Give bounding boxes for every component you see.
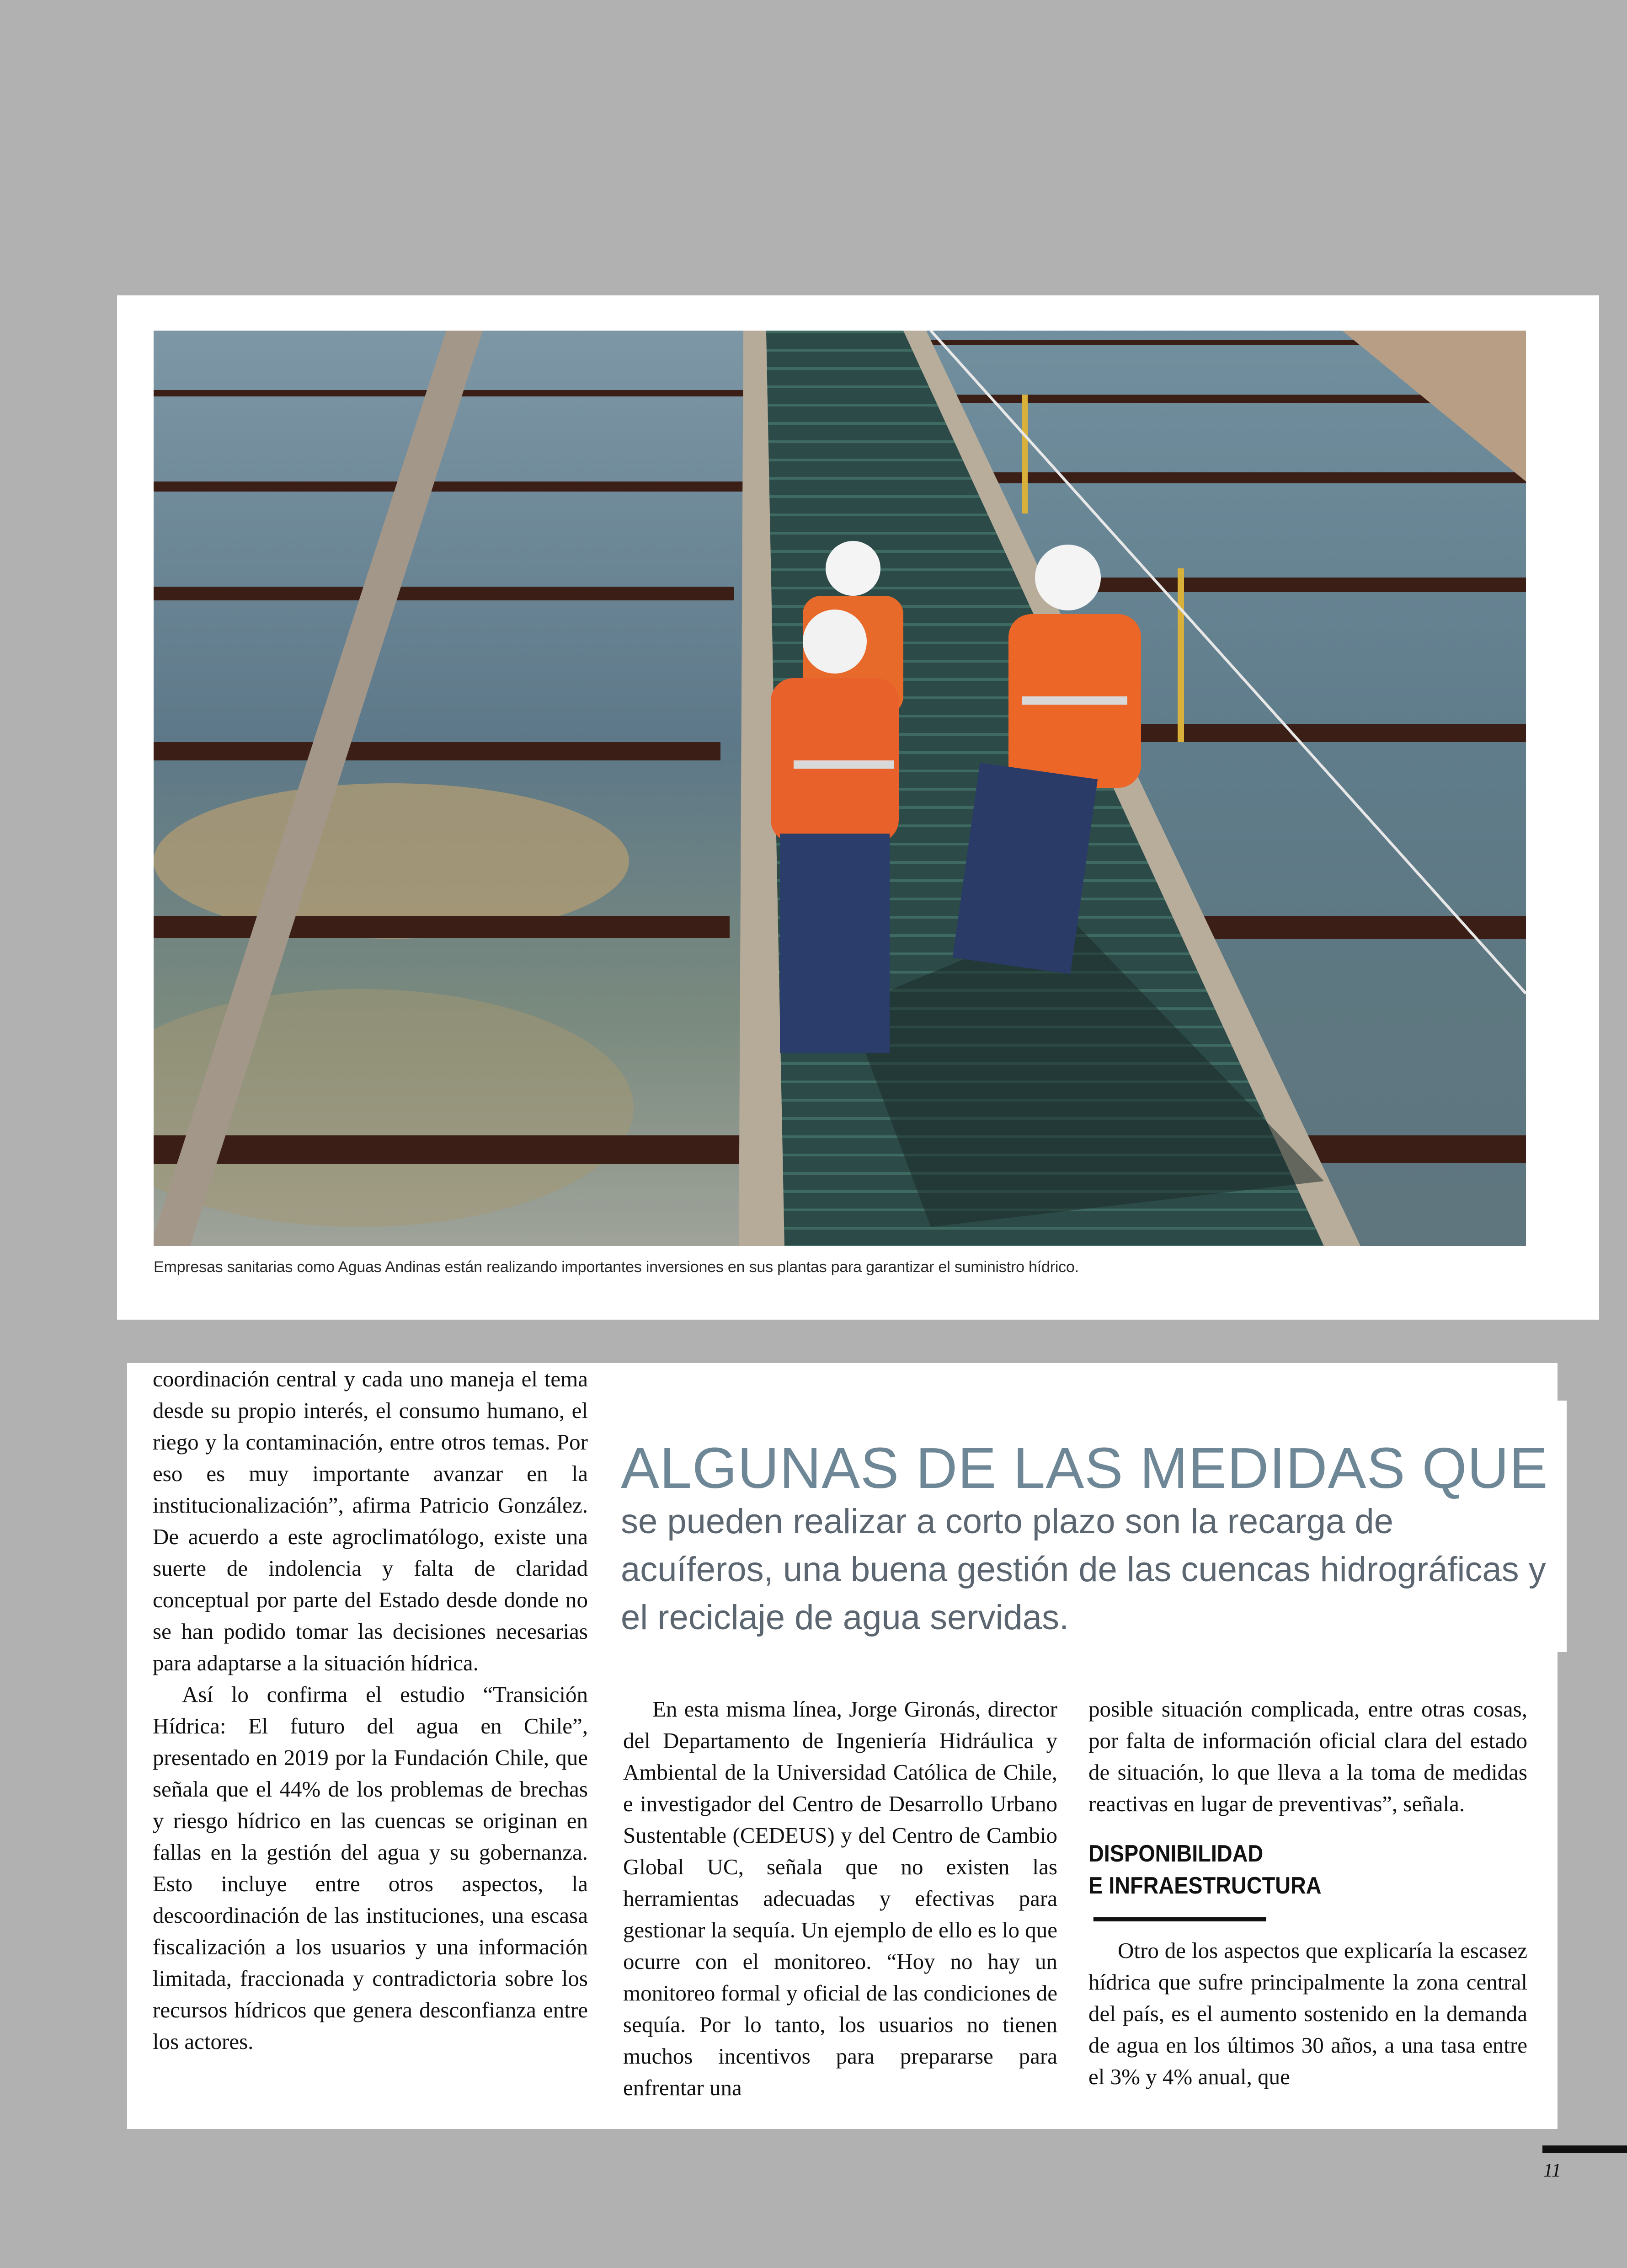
pull-quote-body: se pueden realizar a corto plazo son la recarga de acuíferos, una buena gestión de las cuencas hidrográficas y el reciclaje de agua servidas. [621,1502,1546,1637]
photo-caption: Empresas sanitarias como Aguas Andinas están realizando importantes inversiones en sus plantas para garantizar el suministro hídrico. [154,1258,1079,1276]
paragraph: posible situación complicada, entre otras cosas, por falta de información oficial clara del estado de situación, lo que lleva a la toma de medidas reactivas en lugar de preventivas”, señala. [1088,1696,1527,1816]
pull-quote-headline: ALGUNAS DE LAS MEDIDAS QUE [621,1436,1548,1500]
page-footer-rule [1542,2145,1627,2153]
photo-card [117,295,1599,1320]
paragraph: En esta misma línea, Jorge Gironás, director del Departamento de Ingeniería Hidráulica y Ambiental de la Universidad Católica de Chile, e investigador del Centro de Desarrollo Urbano Sustentable (CEDEUS) y del Centro de Cambio Global UC, señala que no existen las herramientas adecuadas y efectivas para gestionar la sequía. Un ejemplo de ello es lo que ocurre con el monitoreo. “Hoy no hay un monitoreo formal y oficial de las condiciones de sequía. Por lo tanto, los usuarios no tienen muchos incentivos para prepararse para enfrentar una [623,1696,1057,2100]
subhead-line-2: E INFRAESTRUCTURA [1088,1872,1322,1899]
page-number: 11 [1543,2160,1561,2181]
subhead-rule [1094,1917,1266,1921]
paragraph: Así lo confirma el estudio “Transición Hídrica: El futuro del agua en Chile”, presentado en 2019 por la Fundación Chile, que señala que el 44% de los problemas de brechas y riesgo hídrico en las cuencas se originan en fallas en la gestión del agua y su gobernanza. Esto incluye entre otros aspectos, la descoordinación de las instituciones, una escasa fiscalización a los usuarios y una información limitada, fraccionada y contradictoria sobre los recursos hídricos que genera desconfianza entre los actores. [153,1682,588,2054]
paragraph: coordinación central y cada uno maneja el tema desde su propio interés, el consumo humano, el riego y la contaminación, entre otros temas. Por eso es muy importante avanzar en la institucionalización”, afirma Patricio González. De acuerdo a este agroclimatólogo, existe una suerte de indolencia y falta de claridad conceptual por parte del Estado desde donde no se han podido tomar las decisiones necesarias para adaptarse a la situación hídrica. [153,1366,588,1675]
article-body [127,1363,1558,2129]
photo-illustration [154,331,1526,1246]
section-subhead [1088,1838,1483,1934]
treatment-plant-photo [154,331,1526,1246]
article-column-1 [153,1363,588,2057]
article-column-3 [1088,1693,1527,2092]
pull-quote-edge [1558,1401,1567,1652]
pull-quote [621,1436,1553,1642]
paragraph: Otro de los aspectos que explicaría la escasez hídrica que sufre principalmente la zona central del país, es el aumento sostenido en la demanda de agua en los últimos 30 años, a una tasa entre el 3% y 4% anual, que [1088,1938,1527,2089]
article-column-2 [623,1693,1057,2103]
subhead-line-1: DISPONIBILIDAD [1088,1840,1264,1867]
